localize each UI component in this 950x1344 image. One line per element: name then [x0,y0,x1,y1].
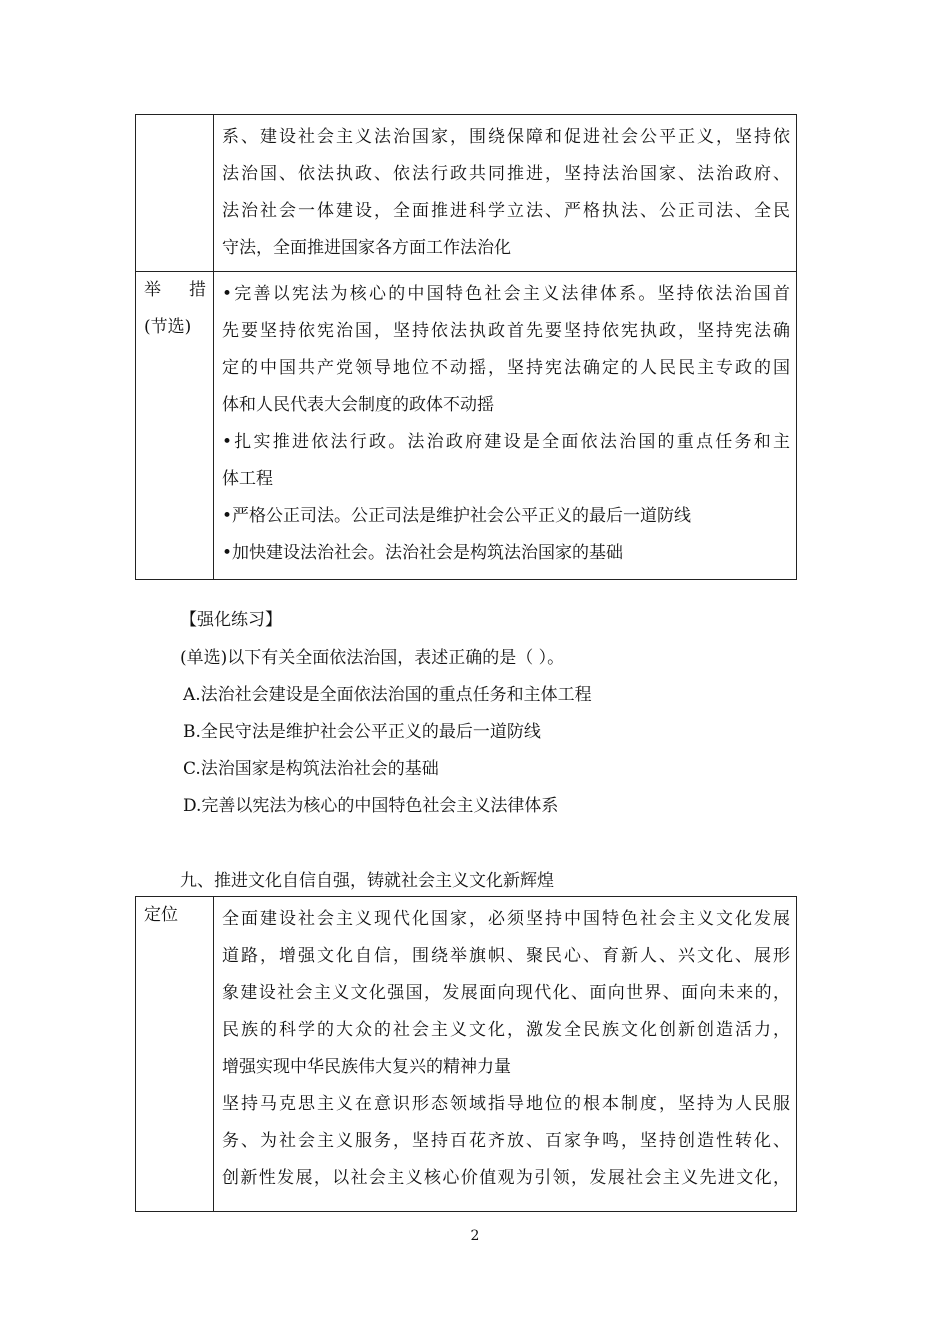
option-d: D.完善以宪法为核心的中国特色社会主义法律体系 [183,796,559,816]
text-line: •完善以宪法为核心的中国特色社会主义法律体系。坚持依法治国首 [222,284,790,304]
text-line: 先要坚持依宪治国，坚持依法执政首先要坚持依宪执政，坚持宪法确 [222,321,790,341]
text-line: 定的中国共产党领导地位不动摇，坚持宪法确定的人民民主专政的国 [222,358,790,378]
culture-table [135,896,797,1212]
row-content-measures [214,272,797,580]
text-line: 道路，增强文化自信，围绕举旗帜、聚民心、育新人、兴文化、展形 [222,946,790,966]
text-line: 全面建设社会主义现代化国家，必须坚持中国特色社会主义文化发展 [222,909,790,929]
label-measures-sub: (节选) [144,317,192,337]
practice-question: (单选)以下有关全面依法治国，表述正确的是（ ）。 [180,648,565,668]
text-line: •严格公正司法。公正司法是维护社会公平正义的最后一道防线 [222,506,692,526]
text-line: 坚持马克思主义在意识形态领域指导地位的根本制度，坚持为人民服 [222,1094,790,1114]
label-char: 措 [189,280,206,300]
text-line: 增强实现中华民族伟大复兴的精神力量 [222,1057,511,1077]
table-row [136,115,797,272]
rule-of-law-table [135,114,797,580]
text-line: 民族的科学的大众的社会主义文化，激发全民族文化创新创造活力， [222,1020,790,1040]
text-line: 法治社会一体建设，全面推进科学立法、严格执法、公正司法、全民 [222,201,790,221]
text-line: •扎实推进依法行政。法治政府建设是全面依法治国的重点任务和主 [222,432,790,452]
text-line: 体和人民代表大会制度的政体不动摇 [222,395,494,415]
page-number: 2 [470,1228,480,1244]
section-heading: 九、推进文化自信自强，铸就社会主义文化新辉煌 [180,871,554,891]
label-char: 举 [144,280,161,300]
row-content-positioning [214,897,797,1212]
text-line: 守法，全面推进国家各方面工作法治化 [222,238,511,258]
row-content-goals [214,115,797,272]
row-label-measures [136,272,214,580]
text-line: 创新性发展，以社会主义核心价值观为引领，发展社会主义先进文化， [222,1168,790,1188]
row-label-empty [136,115,214,272]
table-row [136,272,797,580]
option-c: C.法治国家是构筑法治社会的基础 [183,759,439,779]
option-b: B.全民守法是维护社会公平正义的最后一道防线 [183,722,541,742]
text-line: 体工程 [222,469,273,489]
row-label-positioning: 定位 [136,897,214,1212]
table-row [136,897,797,1212]
text-line: •加快建设法治社会。法治社会是构筑法治国家的基础 [222,543,624,563]
text-line: 系、建设社会主义法治国家，围绕保障和促进社会公平正义，坚持依 [222,127,790,147]
label-measures-title [144,272,206,309]
option-a: A.法治社会建设是全面依法治国的重点任务和主体工程 [183,685,592,705]
text-line: 务、为社会主义服务，坚持百花齐放、百家争鸣，坚持创造性转化、 [222,1131,790,1151]
practice-heading: 【强化练习】 [180,610,282,630]
text-line: 法治国、依法执政、依法行政共同推进，坚持法治国家、法治政府、 [222,164,790,184]
text-line: 象建设社会主义文化强国，发展面向现代化、面向世界、面向未来的， [222,983,790,1003]
